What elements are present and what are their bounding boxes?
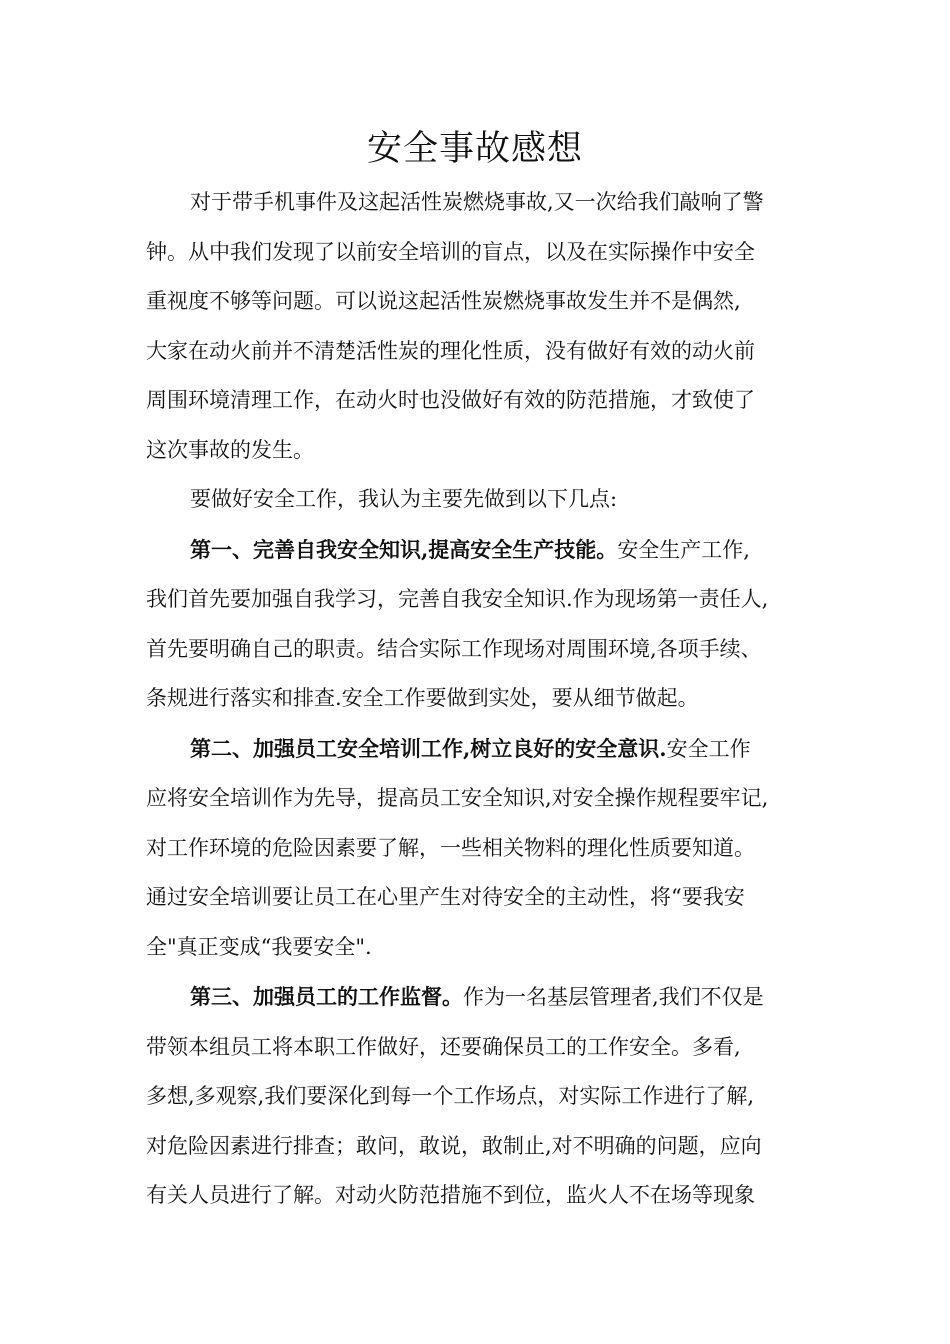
paragraph-point-one	[146, 525, 816, 724]
text-line: 对危险因素进行排查；敢问，敢说，敢制止,对不明确的问题，应向	[146, 1133, 762, 1158]
text-line: 带领本组员工将本职工作做好，还要确保员工的工作安全。多看,	[146, 1034, 741, 1059]
text-line: 钟。从中我们发现了以前安全培训的盲点，以及在实际操作中安全	[146, 239, 755, 264]
point-heading: 第三、加强员工的工作监督。	[190, 984, 463, 1009]
paragraph-point-three	[146, 972, 816, 1221]
text-line: 应将安全培训作为先导，提高员工安全知识,对安全操作规程要牢记,	[146, 786, 769, 810]
point-text: 安全生产工作,	[617, 537, 750, 562]
text-line	[146, 972, 816, 1023]
text-line: 全"真正变成“我要安全".	[146, 934, 372, 959]
text-line	[146, 724, 816, 775]
point-heading: 第一、完善自我安全知识,提高安全生产技能。	[190, 536, 618, 562]
text-line: 对工作环境的危险因素要了解，一些相关物料的理化性质要知道。	[146, 835, 755, 860]
text-line: 有关人员进行了解。对动火防范措施不到位，监火人不在场等现象	[146, 1183, 755, 1207]
text-line: 首先要明确自己的职责。结合实际工作现场对周围环境,各项手续、	[146, 636, 762, 661]
text-line: 条规进行落实和排查.安全工作要做到实处，要从细节做起。	[146, 686, 699, 710]
page-title: 安全事故感想	[366, 129, 583, 169]
paragraph-summary	[146, 475, 816, 525]
text-line: 多想,多观察,我们要深化到每一个工作场点，对实际工作进行了解,	[146, 1084, 755, 1108]
point-heading: 第二、加强员工安全培训工作,树立良好的安全意识.	[190, 735, 667, 761]
text-line: 我们首先要加强自我学习，完善自我安全知识.作为现场第一责任人,	[146, 587, 769, 611]
document-body	[146, 178, 816, 1221]
text-line: 重视度不够等问题。可以说这起活性炭燃烧事故发生并不是偶然,	[146, 289, 741, 313]
text-line: 对于带手机事件及这起活性炭燃烧事故,又一次给我们敲响了警	[190, 190, 764, 214]
text-line	[146, 525, 816, 576]
point-text: 作为一名基层管理者,我们不仅是	[463, 985, 764, 1009]
text-line: 大家在动火前并不清楚活性炭的理化性质，没有做好有效的动火前	[146, 338, 755, 363]
point-text: 安全工作	[666, 736, 751, 761]
text-line: 要做好安全工作，我认为主要先做到以下几点:	[190, 487, 618, 511]
text-line: 这次事故的发生。	[146, 437, 314, 462]
paragraph-intro	[146, 178, 816, 475]
paragraph-point-two	[146, 724, 816, 973]
text-line: 通过安全培训要让员工在心里产生对待安全的主动性，将“要我安	[146, 885, 745, 909]
text-line: 周围环境清理工作，在动火时也没做好有效的防范措施，才致使了	[146, 388, 755, 412]
